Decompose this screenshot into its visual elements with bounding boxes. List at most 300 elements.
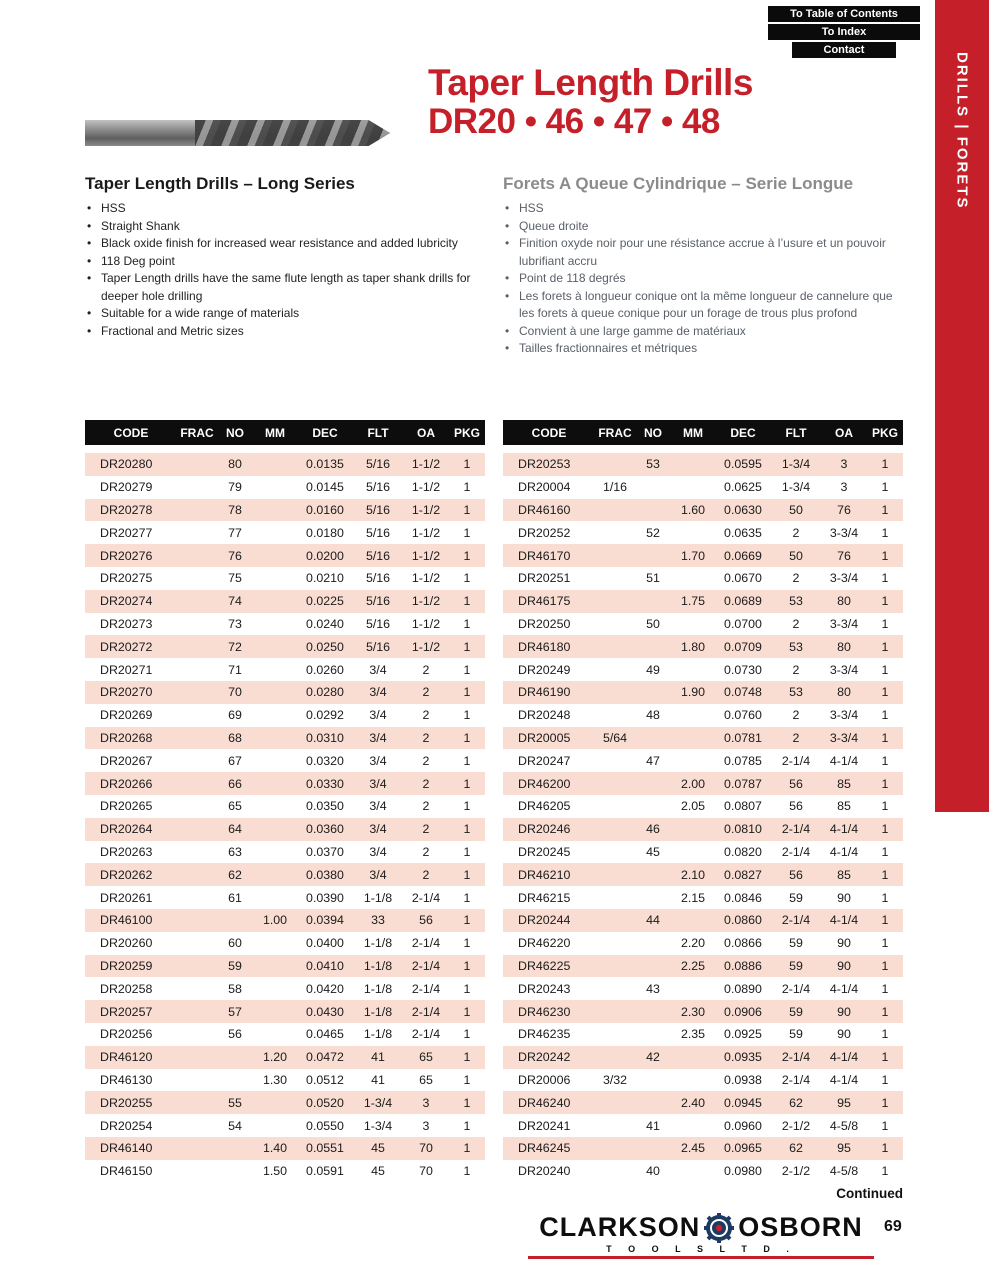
table-cell: 0.0785: [724, 753, 762, 768]
table-cell: 3: [422, 1095, 430, 1110]
table-row: [85, 590, 485, 613]
table-cell: 0.0730: [724, 662, 762, 677]
table-row: [85, 1023, 485, 1046]
drill-image: [85, 110, 390, 156]
table-cell: 3/4: [369, 776, 387, 791]
table-cell: 1: [463, 822, 471, 837]
table-row: [85, 658, 485, 681]
table-row: [503, 818, 903, 841]
table-header-row: [85, 420, 485, 445]
table-cell: 0.0512: [306, 1072, 344, 1087]
table-cell: 0.0846: [724, 890, 762, 905]
table-cell: 50: [646, 616, 660, 631]
table-cell: 51: [646, 571, 660, 586]
table-cell: 2: [422, 708, 430, 723]
table-cell: 90: [837, 1004, 851, 1019]
table-cell: 47: [646, 753, 660, 768]
table-cell: 56: [789, 799, 803, 814]
table-cell: 59: [789, 1004, 803, 1019]
table-cell: 58: [228, 981, 242, 996]
table-row: [503, 1023, 903, 1046]
table-cell: 72: [228, 639, 242, 654]
table-cell: DR46210: [518, 867, 571, 882]
table-cell: 2-1/4: [781, 822, 811, 837]
table-cell: 1: [881, 776, 889, 791]
column-header: MM: [683, 425, 703, 440]
table-cell: 50: [789, 502, 803, 517]
column-header: DEC: [730, 425, 756, 440]
table-cell: 1: [881, 525, 889, 540]
table-cell: 80: [228, 457, 242, 472]
table-cell: 44: [646, 913, 660, 928]
table-row: [503, 909, 903, 932]
table-row: [85, 749, 485, 772]
table-cell: 0.0965: [724, 1141, 762, 1156]
table-cell: 1: [881, 480, 889, 495]
table-cell: 53: [789, 685, 803, 700]
table-cell: 0.0225: [306, 594, 344, 609]
table-row: [503, 886, 903, 909]
table-cell: 2: [792, 708, 800, 723]
table-cell: 57: [228, 1004, 242, 1019]
table-cell: 5/16: [365, 594, 391, 609]
table-cell: DR20262: [100, 867, 153, 882]
table-cell: 0.0472: [306, 1050, 344, 1065]
table-row: [85, 795, 485, 818]
table-cell: 2-1/4: [781, 844, 811, 859]
table-cell: DR20278: [100, 502, 153, 517]
table-row: [503, 1046, 903, 1069]
table-cell: DR46180: [518, 639, 571, 654]
table-cell: 1.70: [680, 548, 706, 563]
table-cell: 5/64: [602, 730, 628, 745]
bullet-item: • Point de 118 degrés: [503, 270, 905, 288]
table-cell: 56: [789, 867, 803, 882]
table-row: [85, 453, 485, 476]
table-cell: 4-5/8: [829, 1164, 859, 1179]
table-cell: 2-1/4: [781, 913, 811, 928]
table-row: [503, 613, 903, 636]
table-cell: 0.0787: [724, 776, 762, 791]
table-row: [85, 1046, 485, 1069]
to-table-of-contents-button[interactable]: To Table of Contents: [768, 6, 920, 22]
table-cell: 0.0781: [724, 730, 762, 745]
table-cell: 1: [881, 867, 889, 882]
bullet-item: • Convient à une large gamme de matériaux: [503, 323, 905, 341]
table-cell: 3-3/4: [829, 662, 859, 677]
table-cell: DR46160: [518, 502, 571, 517]
english-heading: Taper Length Drills – Long Series: [85, 174, 355, 193]
table-cell: 74: [228, 594, 242, 609]
table-cell: 2: [422, 685, 430, 700]
table-cell: DR20255: [100, 1095, 153, 1110]
table-cell: 1: [463, 1141, 471, 1156]
column-header: PKG: [871, 425, 898, 440]
bullet-item: • Les forets à longueur conique ont la même longueur de cannelure que les forets à queue conique pour un forage de trous plus profond: [503, 288, 905, 323]
table-row: [85, 863, 485, 886]
bullet-item: • Taper Length drills have the same flute length as taper shank drills for deeper hole drilling: [85, 270, 487, 305]
table-cell: DR20252: [518, 525, 571, 540]
table-cell: 1: [463, 502, 471, 517]
table-cell: 2-1/4: [781, 981, 811, 996]
table-cell: 1/16: [602, 480, 628, 495]
table-cell: 5/16: [365, 457, 391, 472]
table-cell: 76: [837, 548, 851, 563]
table-cell: 1-1/2: [411, 457, 441, 472]
continued-label: Continued: [836, 1186, 903, 1201]
table-row: [503, 772, 903, 795]
table-cell: DR46220: [518, 936, 571, 951]
table-cell: 0.0360: [306, 822, 344, 837]
table-cell: 0.0945: [724, 1095, 762, 1110]
table-cell: DR20273: [100, 616, 153, 631]
table-cell: 85: [837, 867, 851, 882]
table-row: [85, 635, 485, 658]
table-cell: 1: [463, 639, 471, 654]
table-cell: 45: [371, 1164, 385, 1179]
table-cell: 1.75: [680, 594, 706, 609]
table-cell: 1: [463, 1164, 471, 1179]
table-cell: 45: [371, 1141, 385, 1156]
table-cell: 2: [792, 616, 800, 631]
table-cell: 0.0240: [306, 616, 344, 631]
table-cell: 0.0890: [724, 981, 762, 996]
table-cell: 5/16: [365, 571, 391, 586]
page-title-line2: DR20 • 46 • 47 • 48: [428, 101, 720, 141]
table-row: [503, 1114, 903, 1137]
table-cell: DR20259: [100, 958, 153, 973]
table-cell: 0.0820: [724, 844, 762, 859]
gear-icon: [704, 1213, 734, 1243]
table-row: [85, 567, 485, 590]
brand-osborn: OSBORN: [738, 1212, 863, 1242]
table-cell: 1: [463, 844, 471, 859]
spec-table-left: [85, 420, 485, 1183]
table-cell: 3-3/4: [829, 730, 859, 745]
column-header: FLT: [785, 425, 807, 440]
table-cell: DR20280: [100, 457, 153, 472]
table-row: [85, 977, 485, 1000]
table-cell: DR46150: [100, 1164, 153, 1179]
table-cell: 2: [422, 662, 430, 677]
table-cell: 1: [881, 1118, 889, 1133]
table-cell: 2: [792, 662, 800, 677]
table-cell: DR46230: [518, 1004, 571, 1019]
table-cell: 0.0700: [724, 616, 762, 631]
table-cell: 1: [881, 799, 889, 814]
table-row: [85, 521, 485, 544]
french-heading: Forets A Queue Cylindrique – Serie Longue: [503, 174, 854, 193]
table-cell: 40: [646, 1164, 660, 1179]
table-cell: 3/4: [369, 822, 387, 837]
table-cell: 1.50: [262, 1164, 288, 1179]
column-header: FLT: [367, 425, 389, 440]
table-cell: 48: [646, 708, 660, 723]
table-cell: 1: [463, 548, 471, 563]
table-cell: 80: [837, 594, 851, 609]
table-cell: 3/4: [369, 708, 387, 723]
table-cell: 3/4: [369, 730, 387, 745]
table-cell: 95: [837, 1141, 851, 1156]
contact-button[interactable]: Contact: [792, 42, 896, 58]
table-cell: 0.0980: [724, 1164, 762, 1179]
table-cell: 41: [371, 1072, 385, 1087]
table-cell: DR20269: [100, 708, 153, 723]
table-cell: DR20241: [518, 1118, 571, 1133]
table-cell: 1: [881, 981, 889, 996]
table-cell: DR20004: [518, 480, 571, 495]
table-cell: 0.0330: [306, 776, 344, 791]
table-cell: DR20260: [100, 936, 153, 951]
table-row: [85, 476, 485, 499]
table-body: [85, 453, 485, 1183]
table-cell: 69: [228, 708, 242, 723]
table-cell: DR46205: [518, 799, 571, 814]
column-header: CODE: [531, 425, 567, 440]
table-cell: 2-1/4: [411, 1027, 441, 1042]
table-cell: 1-1/2: [411, 616, 441, 631]
table-cell: 1: [463, 867, 471, 882]
table-cell: 0.0550: [306, 1118, 344, 1133]
table-cell: 62: [228, 867, 242, 882]
table-row: [85, 544, 485, 567]
nav-button-stack: [768, 6, 920, 58]
table-cell: 0.0860: [724, 913, 762, 928]
table-cell: 1: [463, 457, 471, 472]
table-cell: 0.0827: [724, 867, 762, 882]
table-cell: 65: [419, 1072, 433, 1087]
table-row: [85, 841, 485, 864]
table-row: [503, 863, 903, 886]
table-cell: DR20266: [100, 776, 153, 791]
table-cell: 2-1/4: [411, 958, 441, 973]
table-cell: 0.0689: [724, 594, 762, 609]
table-cell: 1-3/4: [781, 480, 811, 495]
table-body: [503, 453, 903, 1183]
table-cell: 1-1/2: [411, 480, 441, 495]
table-cell: DR20268: [100, 730, 153, 745]
table-cell: 0.0925: [724, 1027, 762, 1042]
table-cell: 0.0886: [724, 958, 762, 973]
table-cell: 3/4: [369, 867, 387, 882]
table-cell: DR20250: [518, 616, 571, 631]
table-cell: 2.30: [680, 1004, 706, 1019]
table-cell: 1-3/4: [363, 1095, 393, 1110]
table-cell: 0.0210: [306, 571, 344, 586]
bullet-item: • Finition oxyde noir pour une résistance accrue à l’usure et un pouvoir lubrifiant accru: [503, 235, 905, 270]
table-cell: DR20248: [518, 708, 571, 723]
table-cell: 2-1/4: [411, 890, 441, 905]
table-cell: 0.0630: [724, 502, 762, 517]
bullet-item: • Fractional and Metric sizes: [85, 323, 487, 341]
table-row: [503, 932, 903, 955]
table-cell: 1: [881, 594, 889, 609]
table-cell: DR20246: [518, 822, 571, 837]
table-cell: 0.0625: [724, 480, 762, 495]
table-cell: 4-5/8: [829, 1118, 859, 1133]
table-cell: 1: [463, 753, 471, 768]
table-cell: 1: [463, 525, 471, 540]
table-cell: 0.0350: [306, 799, 344, 814]
to-index-button[interactable]: To Index: [768, 24, 920, 40]
table-row: [85, 499, 485, 522]
english-bullet-list: [85, 200, 487, 340]
table-row: [503, 749, 903, 772]
table-cell: 3-3/4: [829, 525, 859, 540]
table-cell: 79: [228, 480, 242, 495]
table-cell: 1: [463, 730, 471, 745]
table-row: [85, 681, 485, 704]
table-cell: DR20263: [100, 844, 153, 859]
table-cell: 2-1/4: [411, 981, 441, 996]
table-cell: 41: [646, 1118, 660, 1133]
table-cell: 1-3/4: [363, 1118, 393, 1133]
table-cell: 0.0200: [306, 548, 344, 563]
brand-subtitle: T O O L S L T D .: [606, 1244, 796, 1254]
table-cell: 1.30: [262, 1072, 288, 1087]
table-cell: 1: [463, 958, 471, 973]
table-row: [503, 635, 903, 658]
bullet-item: • HSS: [503, 200, 905, 218]
table-cell: 0.0320: [306, 753, 344, 768]
table-row: [85, 727, 485, 750]
table-cell: 1: [881, 730, 889, 745]
table-cell: 66: [228, 776, 242, 791]
table-cell: 0.0520: [306, 1095, 344, 1110]
column-header: DEC: [312, 425, 338, 440]
table-cell: DR20264: [100, 822, 153, 837]
table-cell: 0.0410: [306, 958, 344, 973]
table-cell: 2-1/4: [781, 1050, 811, 1065]
table-cell: 85: [837, 799, 851, 814]
table-cell: 5/16: [365, 480, 391, 495]
table-cell: DR46140: [100, 1141, 153, 1156]
table-cell: 2: [422, 730, 430, 745]
column-header: CODE: [113, 425, 149, 440]
table-cell: 0.0748: [724, 685, 762, 700]
table-cell: 55: [228, 1095, 242, 1110]
table-cell: 63: [228, 844, 242, 859]
table-cell: 56: [789, 776, 803, 791]
table-cell: 1-1/8: [363, 936, 393, 951]
column-header: NO: [226, 425, 244, 440]
table-cell: DR46245: [518, 1141, 571, 1156]
table-cell: 61: [228, 890, 242, 905]
table-cell: 2.40: [680, 1095, 706, 1110]
table-cell: 0.0595: [724, 457, 762, 472]
table-cell: 1: [463, 1004, 471, 1019]
table-cell: 0.0635: [724, 525, 762, 540]
table-cell: 2: [422, 799, 430, 814]
table-row: [503, 977, 903, 1000]
table-row: [503, 499, 903, 522]
table-cell: 77: [228, 525, 242, 540]
table-cell: 2.00: [680, 776, 706, 791]
table-cell: 1: [881, 890, 889, 905]
table-cell: 70: [228, 685, 242, 700]
table-cell: 1: [881, 1095, 889, 1110]
table-row: [503, 658, 903, 681]
table-cell: 0.0430: [306, 1004, 344, 1019]
table-cell: 2.10: [680, 867, 706, 882]
table-cell: 0.0135: [306, 457, 344, 472]
table-cell: 1: [881, 502, 889, 517]
table-cell: 2-1/4: [411, 936, 441, 951]
bullet-item: • 118 Deg point: [85, 253, 487, 271]
bullet-item: • Suitable for a wide range of materials: [85, 305, 487, 323]
table-cell: 2.45: [680, 1141, 706, 1156]
table-cell: 0.0551: [306, 1141, 344, 1156]
table-cell: 1: [463, 1118, 471, 1133]
table-cell: 59: [789, 958, 803, 973]
table-cell: 1-1/2: [411, 525, 441, 540]
table-cell: 2: [422, 753, 430, 768]
table-cell: 49: [646, 662, 660, 677]
table-cell: 0.0310: [306, 730, 344, 745]
table-cell: 3-3/4: [829, 708, 859, 723]
table-cell: 2: [422, 844, 430, 859]
table-cell: 64: [228, 822, 242, 837]
table-cell: 4-1/4: [829, 1072, 859, 1087]
table-row: [503, 727, 903, 750]
table-cell: 0.0935: [724, 1050, 762, 1065]
table-cell: 1: [881, 639, 889, 654]
table-cell: 1: [881, 1072, 889, 1087]
table-cell: 2-1/4: [781, 753, 811, 768]
table-cell: 0.0938: [724, 1072, 762, 1087]
table-cell: 3/4: [369, 753, 387, 768]
table-cell: DR46170: [518, 548, 571, 563]
table-cell: 2: [422, 776, 430, 791]
table-cell: 0.0669: [724, 548, 762, 563]
table-cell: 1: [881, 753, 889, 768]
table-cell: 1-1/8: [363, 1004, 393, 1019]
table-cell: 1-1/2: [411, 639, 441, 654]
page-number: 69: [884, 1218, 902, 1235]
table-cell: 1: [463, 913, 471, 928]
table-cell: 3/4: [369, 662, 387, 677]
table-cell: 1.40: [262, 1141, 288, 1156]
brand-clarkson: CLARKSON: [539, 1212, 701, 1242]
table-cell: DR46100: [100, 913, 153, 928]
table-cell: 2.15: [680, 890, 706, 905]
table-cell: 1-1/8: [363, 958, 393, 973]
table-cell: DR46120: [100, 1050, 153, 1065]
table-cell: 1-1/8: [363, 890, 393, 905]
table-cell: DR46215: [518, 890, 571, 905]
table-cell: 0.0709: [724, 639, 762, 654]
column-header: FRAC: [180, 425, 214, 440]
table-cell: 1.20: [262, 1050, 288, 1065]
table-cell: 56: [228, 1027, 242, 1042]
table-cell: 0.0807: [724, 799, 762, 814]
table-cell: 4-1/4: [829, 913, 859, 928]
table-cell: 43: [646, 981, 660, 996]
table-cell: 90: [837, 936, 851, 951]
table-cell: 1: [881, 662, 889, 677]
table-cell: 1: [881, 1050, 889, 1065]
table-row: [85, 818, 485, 841]
table-row: [503, 476, 903, 499]
table-cell: DR46190: [518, 685, 571, 700]
bullet-item: • Tailles fractionnaires et métriques: [503, 340, 905, 358]
table-cell: DR20258: [100, 981, 153, 996]
table-row: [503, 795, 903, 818]
table-cell: DR20254: [100, 1118, 153, 1133]
table-row: [503, 544, 903, 567]
table-cell: 71: [228, 662, 242, 677]
table-cell: 0.0145: [306, 480, 344, 495]
